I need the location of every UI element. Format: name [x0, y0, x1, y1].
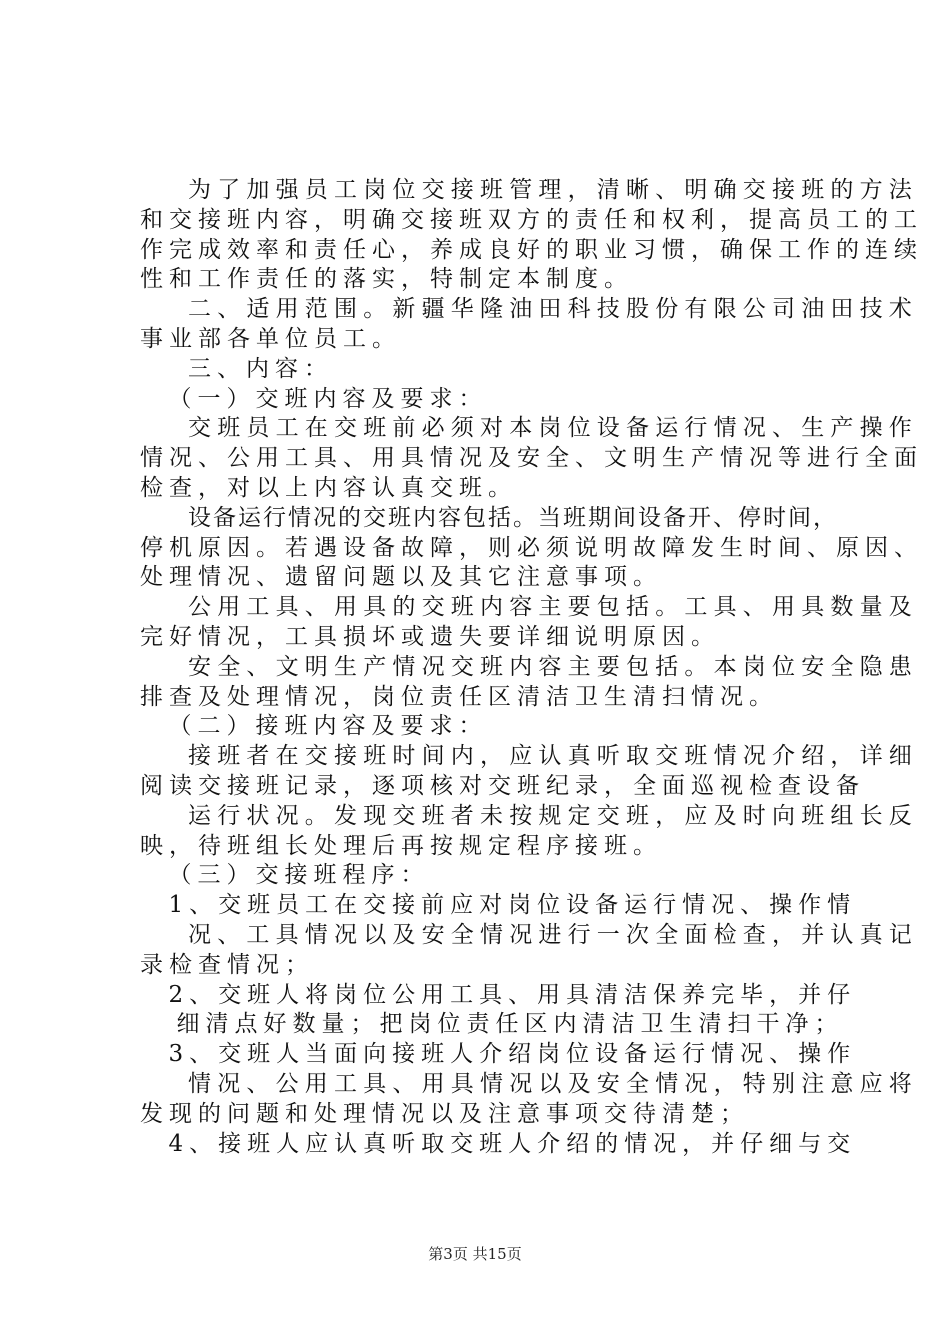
text-line: 三、内容： — [188, 355, 333, 382]
text-line: 完好情况，工具损坏或遗失要详细说明原因。 — [140, 623, 720, 650]
page-footer: 第3页 共15页 — [428, 1245, 522, 1263]
text-line: 处理情况、遗留问题以及其它注意事项。 — [140, 564, 662, 591]
text-line: （二）接班内容及要求： — [168, 713, 488, 740]
text-line: 检查，对以上内容认真交班。 — [140, 474, 517, 501]
text-line: 4、接班人应认真听取交班人介绍的情况，并仔细与交 — [168, 1130, 857, 1157]
text-line: 安全、文明生产情况交班内容主要包括。本岗位安全隐患 — [188, 653, 918, 680]
text-line: 交班员工在交班前必须对本岗位设备运行情况、生产操作 — [188, 415, 918, 442]
text-line: 发现的问题和处理情况以及注意事项交待清楚； — [140, 1100, 749, 1127]
text-line: 接班者在交接班时间内，应认真听取交班情况介绍，详细 — [188, 743, 918, 770]
text-line: 阅读交接班记录，逐项核对交班纪录，全面巡视检查设备 — [140, 772, 865, 799]
text-line: 情况、公用工具、用具情况及安全、文明生产情况等进行全面 — [140, 445, 923, 472]
text-line: （三）交接班程序： — [168, 862, 430, 889]
text-line: 停机原因。若遇设备故障，则必须说明故障发生时间、原因、 — [140, 534, 923, 561]
text-line: 二、适用范围。新疆华隆油田科技股份有限公司油田技术 — [188, 296, 918, 323]
text-line: 情况、公用工具、用具情况以及安全情况，特别注意应将 — [188, 1070, 918, 1097]
text-line: （一）交班内容及要求： — [168, 385, 488, 412]
text-line: 排查及处理情况，岗位责任区清洁卫生清扫情况。 — [140, 683, 778, 710]
text-line: 况、工具情况以及安全情况进行一次全面检查，并认真记 — [188, 921, 918, 948]
text-line: 为了加强员工岗位交接班管理，清晰、明确交接班的方法 — [188, 177, 918, 203]
text-line: 录检查情况； — [140, 951, 314, 978]
text-line: 设备运行情况的交班内容包括。当班期间设备开、停时间， — [188, 504, 838, 531]
text-line: 作完成效率和责任心，养成良好的职业习惯，确保工作的连续 — [140, 236, 923, 263]
text-line: 事业部各单位员工。 — [140, 325, 401, 352]
text-line: 运行状况。发现交班者未按规定交班，应及时向班组长反 — [188, 802, 918, 829]
text-line: 2、交班人将岗位公用工具、用具清洁保养完毕，并仔 — [168, 981, 857, 1008]
text-line: 细清点好数量；把岗位责任区内清洁卫生清扫干净； — [176, 1011, 844, 1038]
text-line: 和交接班内容，明确交接班双方的责任和权利，提高员工的工 — [140, 206, 923, 233]
text-line: 1、交班员工在交接前应对岗位设备运行情况、操作情 — [168, 892, 857, 919]
document-body — [140, 176, 923, 1159]
text-line: 性和工作责任的落实，特制定本制度。 — [140, 266, 633, 293]
text-line: 公用工具、用具的交班内容主要包括。工具、用具数量及 — [188, 594, 918, 621]
text-line: 映，待班组长处理后再按规定程序接班。 — [140, 832, 662, 859]
text-line: 3、交班人当面向接班人介绍岗位设备运行情况、操作 — [168, 1041, 857, 1068]
